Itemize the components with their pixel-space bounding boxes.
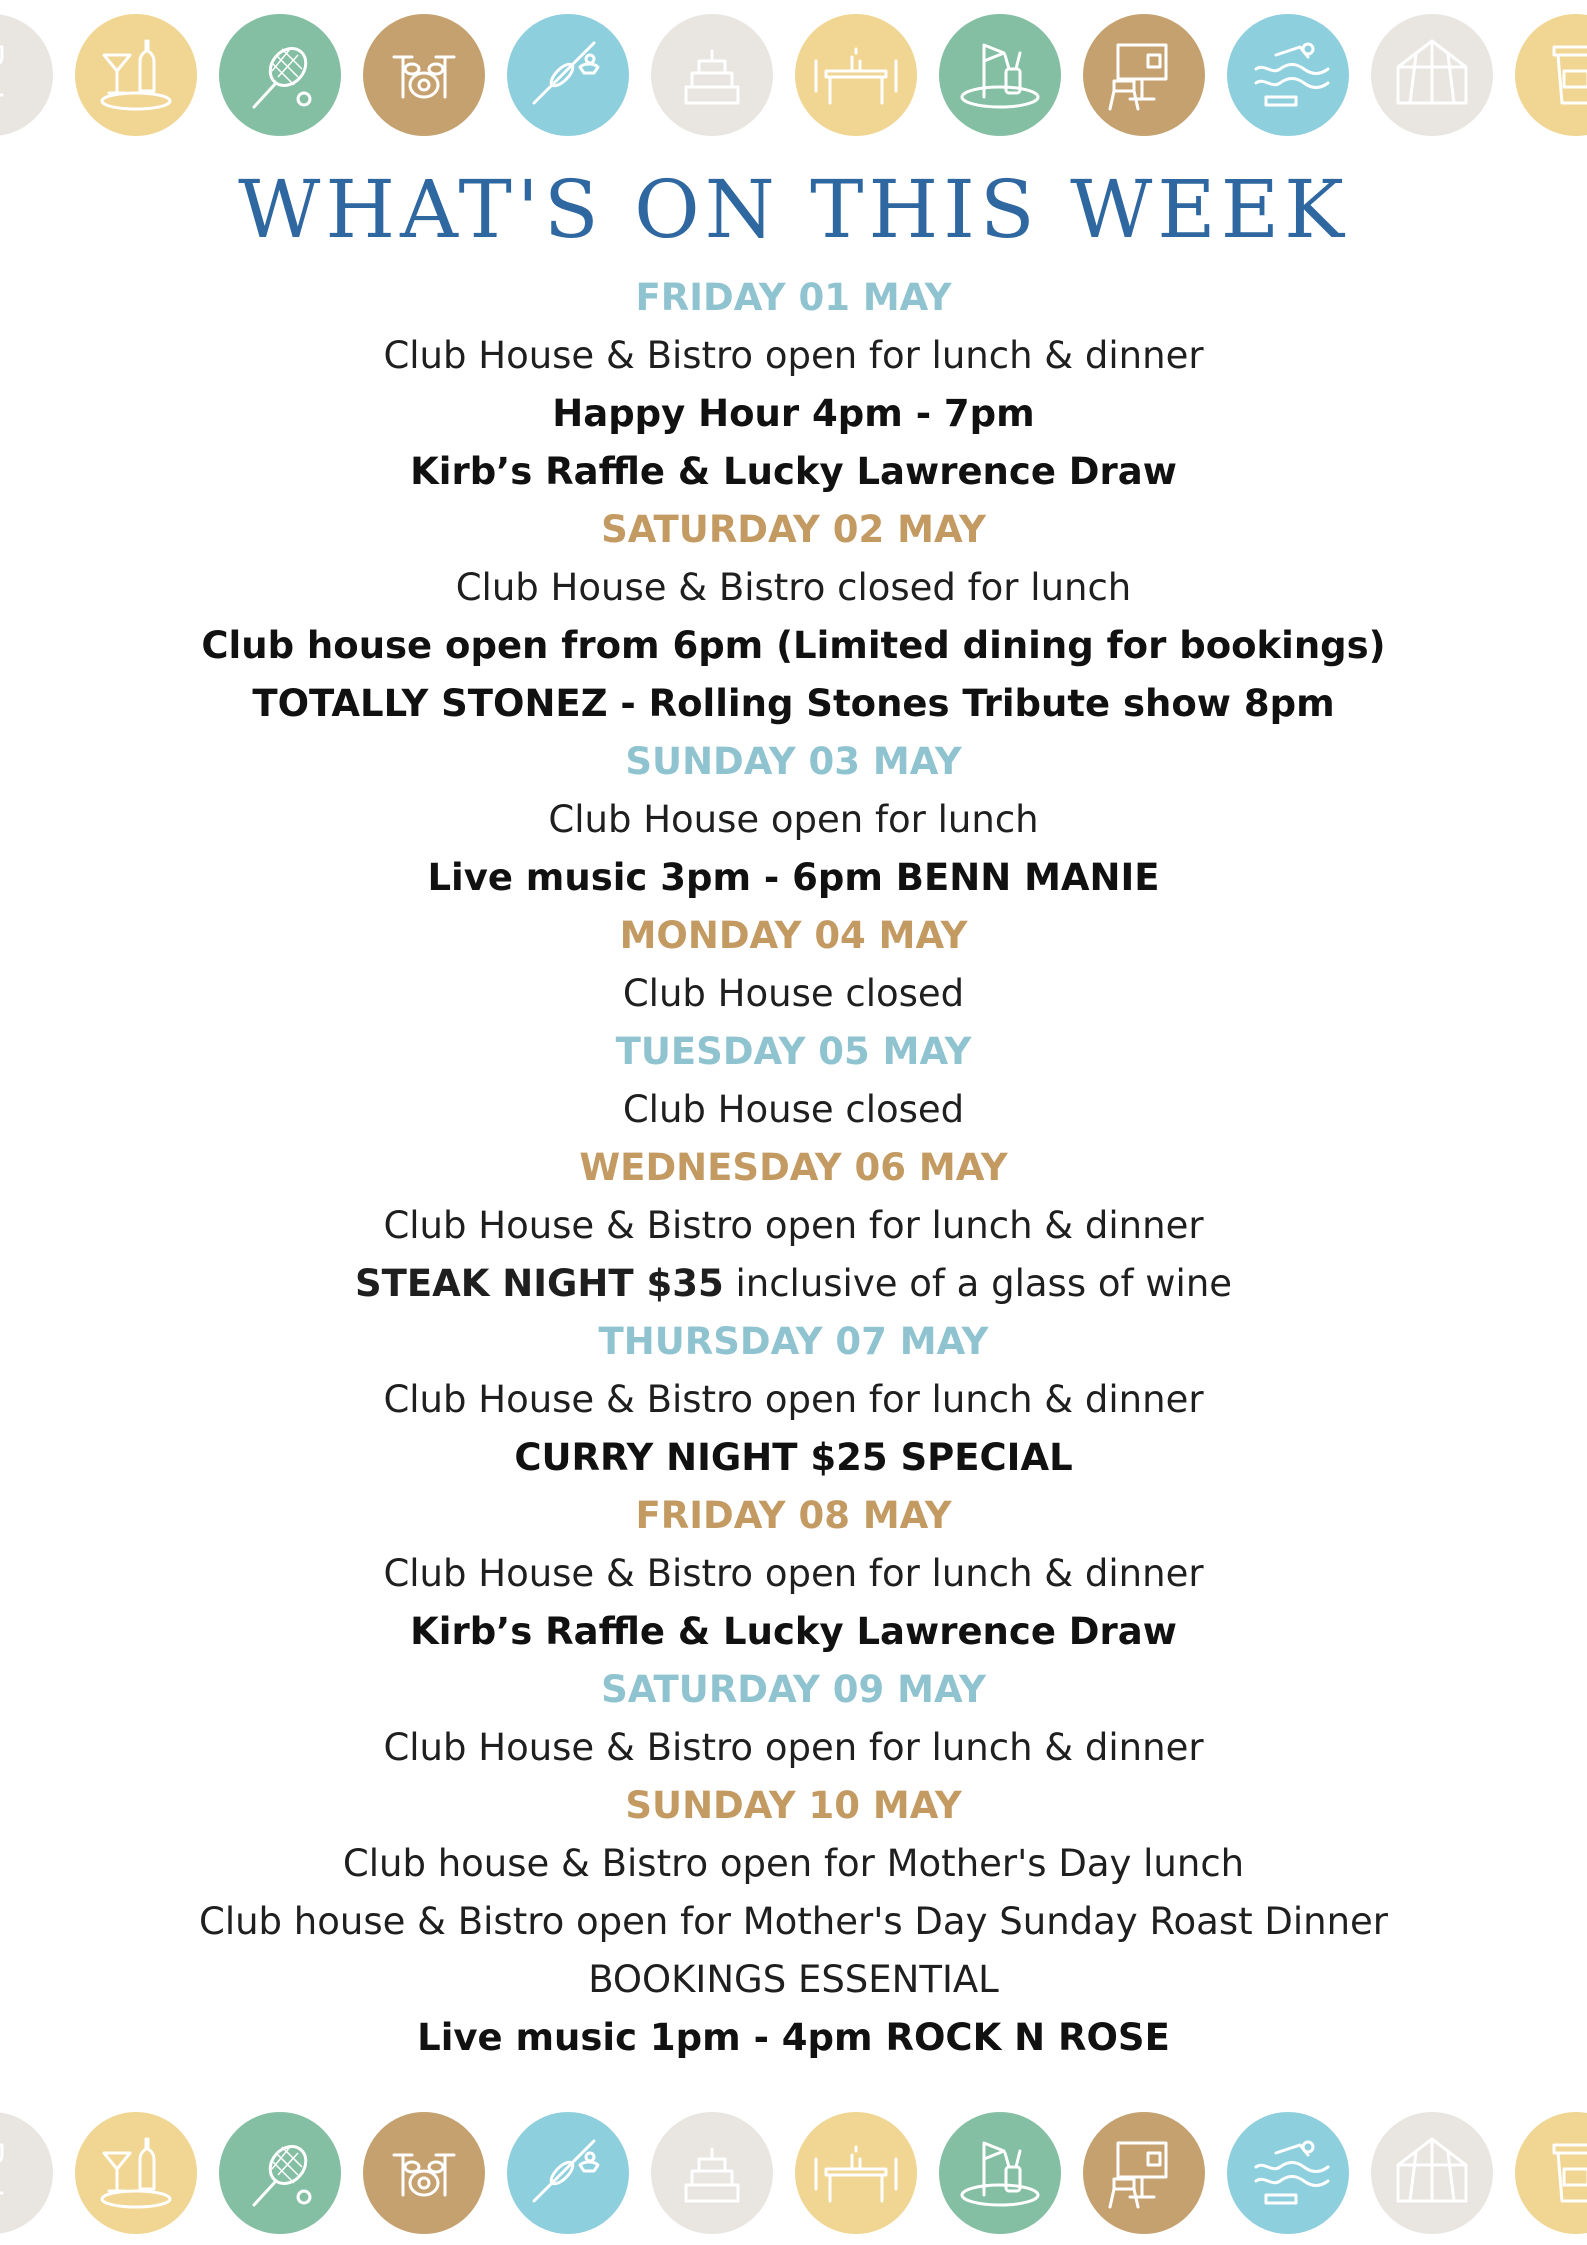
movie-icon xyxy=(1083,14,1205,136)
event-line: BOOKINGS ESSENTIAL xyxy=(588,1958,999,2001)
day-heading: SUNDAY 10 MAY xyxy=(625,1784,962,1827)
event-line: Happy Hour 4pm - 7pm xyxy=(552,392,1035,435)
event-line xyxy=(0,1255,1587,1313)
bottom-icon-row-svg xyxy=(0,2110,1587,2240)
cocktail-and-wine-icon xyxy=(75,14,197,136)
swimming-icon xyxy=(1227,14,1349,136)
event-line: Club house & Bistro open for Mother's Day lunch xyxy=(342,1842,1245,1885)
day-heading: THURSDAY 07 MAY xyxy=(598,1320,989,1363)
tennis-icon xyxy=(219,2112,341,2234)
event-line: Club House open for lunch xyxy=(548,798,1039,841)
event-line: Club House & Bistro open for lunch & dinner xyxy=(383,334,1204,377)
day-heading: MONDAY 04 MAY xyxy=(619,914,968,957)
event-line: TOTALLY STONEZ - Rolling Stones Tribute show 8pm xyxy=(252,682,1335,725)
marquee-tent-icon xyxy=(1371,14,1493,136)
event-line: Club house open from 6pm (Limited dining for bookings) xyxy=(201,624,1386,667)
day-heading: TUESDAY 05 MAY xyxy=(615,1030,972,1073)
dining-table-icon xyxy=(795,2112,917,2234)
day-heading: WEDNESDAY 06 MAY xyxy=(579,1146,1008,1189)
wine-icon xyxy=(0,14,53,136)
golf-icon xyxy=(939,14,1061,136)
day-heading: SATURDAY 02 MAY xyxy=(601,508,986,551)
event-line: Club House & Bistro closed for lunch xyxy=(455,566,1132,609)
golf-icon xyxy=(939,2112,1061,2234)
event-line: Club house & Bistro open for Mother's Day Sunday Roast Dinner xyxy=(198,1900,1389,1943)
day-heading: SATURDAY 09 MAY xyxy=(601,1668,986,1711)
cake-icon xyxy=(651,2112,773,2234)
event-line: Kirb’s Raffle & Lucky Lawrence Draw xyxy=(410,1610,1177,1653)
day-heading: FRIDAY 01 MAY xyxy=(635,276,952,319)
coffee-cup-icon xyxy=(1515,14,1587,136)
event-detail: inclusive of a glass of wine xyxy=(723,1262,1233,1305)
cocktail-and-wine-icon xyxy=(75,2112,197,2234)
swimming-icon xyxy=(1227,2112,1349,2234)
event-line: Club House & Bistro open for lunch & dinner xyxy=(383,1552,1204,1595)
event-line: Kirb’s Raffle & Lucky Lawrence Draw xyxy=(410,450,1177,493)
bottom-icon-row xyxy=(0,2110,1587,2240)
kayak-icon xyxy=(507,2112,629,2234)
drum-kit-icon xyxy=(363,14,485,136)
marquee-tent-icon xyxy=(1371,2112,1493,2234)
page-title: WHAT'S ON THIS WEEK xyxy=(238,163,1349,256)
event-line: Club House closed xyxy=(622,1088,965,1131)
event-line: Live music 3pm - 6pm BENN MANIE xyxy=(427,856,1160,899)
top-icon-row-svg xyxy=(0,12,1587,142)
drum-kit-icon xyxy=(363,2112,485,2234)
weekly-schedule xyxy=(0,269,1587,2067)
top-icon-row xyxy=(0,12,1587,142)
day-heading: SUNDAY 03 MAY xyxy=(625,740,962,783)
kayak-icon xyxy=(507,14,629,136)
event-line: Club House & Bistro open for lunch & dinner xyxy=(383,1726,1204,1769)
event-highlight: STEAK NIGHT $35 xyxy=(354,1262,724,1305)
movie-icon xyxy=(1083,2112,1205,2234)
day-heading: FRIDAY 08 MAY xyxy=(635,1494,952,1537)
event-line: Live music 1pm - 4pm ROCK N ROSE xyxy=(417,2016,1170,2059)
tennis-icon xyxy=(219,14,341,136)
event-line: CURRY NIGHT $25 SPECIAL xyxy=(514,1436,1073,1479)
event-line: Club House closed xyxy=(622,972,965,1015)
dining-table-icon xyxy=(795,14,917,136)
event-line: Club House & Bistro open for lunch & dinner xyxy=(383,1204,1204,1247)
cake-icon xyxy=(651,14,773,136)
coffee-cup-icon xyxy=(1515,2112,1587,2234)
wine-icon xyxy=(0,2112,53,2234)
event-line: Club House & Bistro open for lunch & dinner xyxy=(383,1378,1204,1421)
